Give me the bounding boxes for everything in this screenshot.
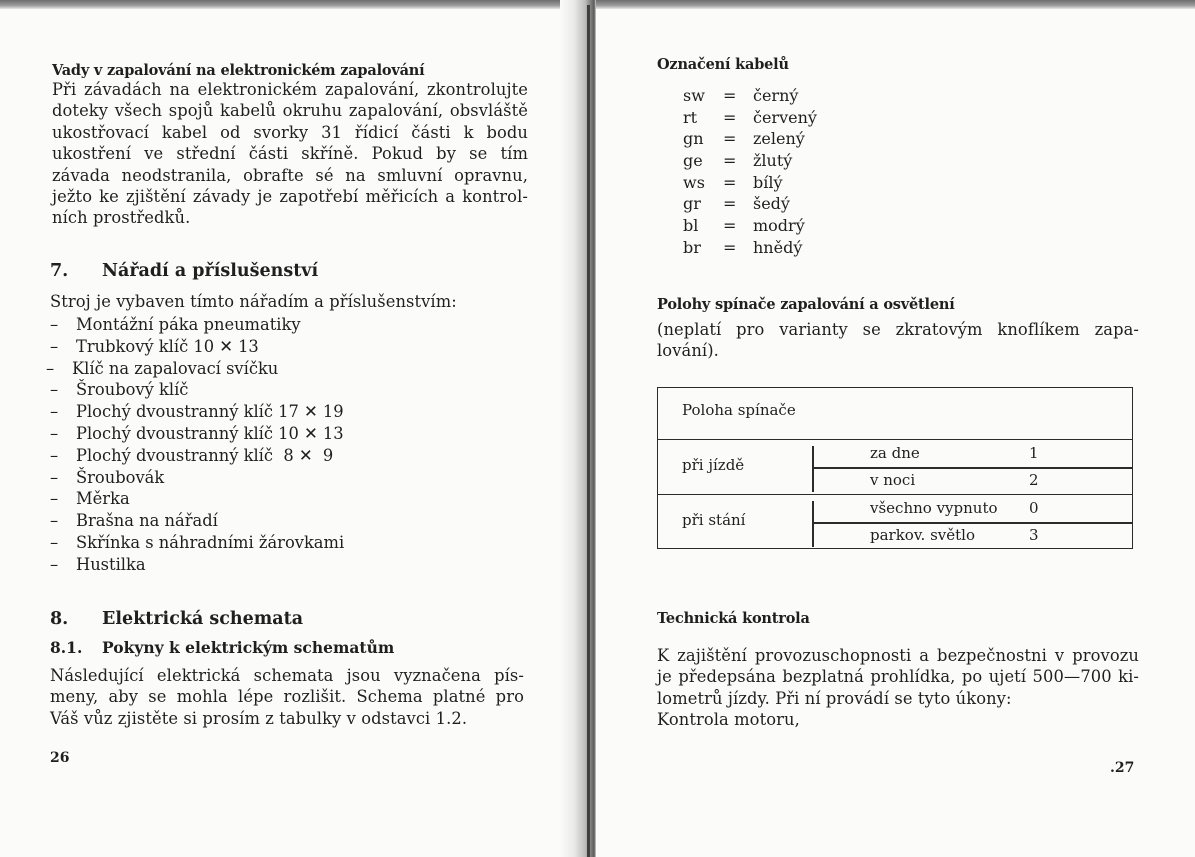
paragraph-line: K zajištění provozuschopnosti a bezpečnostni v provozu <box>657 646 1139 665</box>
item-text: Plochý dvoustranný klíč 8 ✕ 9 <box>76 445 334 465</box>
cable-color: bílý <box>753 172 783 192</box>
paragraph-line: ježto ke zjištění závady je zapotřebí měřicích a kontrol- <box>52 186 528 206</box>
equals-sign: = <box>723 172 737 192</box>
item-text: Šroubový klíč <box>76 380 189 400</box>
equals-sign: = <box>723 216 737 236</box>
position-option: za dne <box>870 444 920 462</box>
list-item <box>46 358 344 380</box>
cable-code: gn <box>683 129 704 149</box>
position-option: v noci <box>870 471 916 489</box>
cable-row <box>683 150 817 172</box>
paragraph-line: ukostření ve střední části skříně. Pokud by se tím <box>52 144 528 164</box>
paragraph-line: doteky všech spojů kabelů okruhu zapalování, obsvláště <box>52 101 528 121</box>
left-page <box>0 0 560 857</box>
ignition-faults-heading: Vady v zapalování na elektronickém zapalování <box>52 62 425 79</box>
equals-sign: = <box>723 151 737 171</box>
cable-marking-heading: Označení kabelů <box>657 56 789 73</box>
item-text: Brašna na nářadí <box>76 511 218 531</box>
paragraph-line: lometrů jízdy. Při ní provádí se tyto úkony: <box>657 688 1012 708</box>
section-7-intro <box>50 291 530 312</box>
list-item <box>50 314 344 336</box>
note-line: (neplatí pro varianty se zkratovým knoflíkem zapa- <box>657 320 1139 339</box>
position-value: 1 <box>1029 444 1039 462</box>
section-title: Elektrická schemata <box>102 609 304 629</box>
cable-code: gr <box>683 194 701 214</box>
item-text: Skřínka s náhradními žárovkami <box>76 532 345 552</box>
cable-color: červený <box>753 107 817 127</box>
table-divider <box>812 501 814 547</box>
technical-check-paragraph <box>657 645 1139 731</box>
cable-color: žlutý <box>753 151 793 171</box>
list-item <box>50 532 344 554</box>
section-title: Nářadí a příslušenství <box>102 261 319 281</box>
dash: – <box>50 532 59 552</box>
table-header-label: Poloha spínače <box>682 401 796 419</box>
list-item <box>50 445 344 467</box>
subsection-title: Pokyny k elektrickým schematům <box>102 638 395 657</box>
paragraph-line: Následující elektrická schemata jsou vyznačena pís- <box>50 666 524 685</box>
section-7-heading <box>50 261 318 281</box>
dash: – <box>50 445 59 465</box>
cable-row <box>683 215 817 237</box>
cable-code: rt <box>683 107 698 127</box>
table-divider <box>813 467 1132 469</box>
dash: – <box>50 402 59 422</box>
cable-code: br <box>683 237 701 257</box>
cable-code: ws <box>683 172 705 192</box>
list-item <box>50 488 344 510</box>
cable-row <box>683 237 817 259</box>
table-group <box>658 440 1132 495</box>
subsection-number: 8.1. <box>50 638 83 657</box>
item-text: Šroubovák <box>76 467 165 487</box>
section-8-heading <box>50 609 303 629</box>
dash: – <box>50 489 59 509</box>
cable-row <box>683 107 817 129</box>
paragraph-line: Kontrola motoru, <box>657 710 800 730</box>
item-text: Měrka <box>76 489 130 509</box>
switch-positions-heading: Polohy spínače zapalování a osvětlení <box>657 296 955 313</box>
cable-row <box>683 128 817 150</box>
cable-color: hnědý <box>753 237 803 257</box>
cable-row <box>683 172 817 194</box>
cable-row <box>683 193 817 215</box>
table-divider <box>812 446 814 492</box>
technical-check-heading: Technická kontrola <box>657 610 810 627</box>
list-item <box>50 401 344 423</box>
dash: – <box>50 336 59 356</box>
table-group <box>658 495 1132 549</box>
item-text: Hustilka <box>76 554 146 574</box>
cable-color: šedý <box>753 194 790 214</box>
paragraph-line: meny, aby se mohla lépe rozlišit. Schema platné pro <box>50 687 524 707</box>
position-option: všechno vypnuto <box>870 499 998 517</box>
paragraph-line: Při závadách na elektronickém zapalování, zkontrolujte <box>52 80 528 99</box>
item-text: Klíč na zapalovací svíčku <box>72 358 279 378</box>
item-text: Montážní páka pneumatiky <box>76 315 301 334</box>
cable-color: modrý <box>753 216 805 236</box>
section-8-paragraph <box>50 665 524 729</box>
equals-sign: = <box>723 129 737 149</box>
paragraph-line: ních prostředků. <box>52 208 191 228</box>
equals-sign: = <box>723 237 737 257</box>
table-divider <box>813 522 1132 524</box>
section-number: 8. <box>50 609 69 629</box>
item-text: Plochý dvoustranný klíč 17 ✕ 19 <box>76 402 344 422</box>
dash: – <box>50 423 59 443</box>
tool-list <box>46 314 345 576</box>
list-item <box>50 379 344 401</box>
section-number: 7. <box>50 261 69 281</box>
page-number-right: .27 <box>1110 760 1135 776</box>
cable-code: sw <box>683 86 705 105</box>
list-item <box>50 336 344 358</box>
cable-code: bl <box>683 216 699 236</box>
book-gutter <box>560 0 596 857</box>
list-item <box>50 423 344 445</box>
equals-sign: = <box>723 107 737 127</box>
cable-color: zelený <box>753 129 805 149</box>
ignition-faults-paragraph <box>52 79 528 229</box>
dash: – <box>50 467 59 487</box>
paragraph-line: ukostřovací kabel od svorky 31 řídicí části k bodu <box>52 122 528 142</box>
position-option: parkov. světlo <box>870 526 975 544</box>
list-item <box>50 554 344 576</box>
cable-code: ge <box>683 151 703 171</box>
list-item <box>50 467 344 489</box>
dash: – <box>50 511 59 531</box>
equals-sign: = <box>723 86 737 105</box>
position-value: 0 <box>1029 499 1039 517</box>
equals-sign: = <box>723 194 737 214</box>
section-8-1-heading <box>50 638 394 657</box>
page-number-left: 26 <box>50 750 70 766</box>
position-value: 2 <box>1029 471 1039 489</box>
item-text: Plochý dvoustranný klíč 10 ✕ 13 <box>76 423 344 443</box>
table-header <box>658 388 1132 440</box>
group-label: při jízdě <box>682 456 745 474</box>
book-spine-line <box>587 5 590 857</box>
dash: – <box>50 315 59 334</box>
paragraph-line: Váš vůz zjistěte si prosím z tabulky v odstavci 1.2. <box>50 708 468 728</box>
intro-line: Stroj je vybaven tímto nářadím a příslušenstvím: <box>50 292 457 311</box>
paragraph-line: závada neodstranila, obrafte sé na smluvní opravnu, <box>52 165 528 185</box>
dash: – <box>50 380 59 400</box>
dash: – <box>46 358 55 378</box>
note-line: lování). <box>657 341 719 361</box>
list-item <box>50 510 344 532</box>
switch-position-table <box>657 387 1133 549</box>
dash: – <box>50 554 59 574</box>
position-value: 3 <box>1029 526 1039 544</box>
cable-code-list <box>683 85 817 259</box>
cable-color: černý <box>753 86 799 105</box>
item-text: Trubkový klíč 10 ✕ 13 <box>76 336 259 356</box>
paragraph-line: je předepsána bezplatná prohlídka, po ujetí 500—700 ki- <box>657 667 1139 687</box>
cable-row <box>683 85 817 107</box>
group-label: při stání <box>682 511 746 529</box>
switch-positions-note <box>657 319 1139 362</box>
